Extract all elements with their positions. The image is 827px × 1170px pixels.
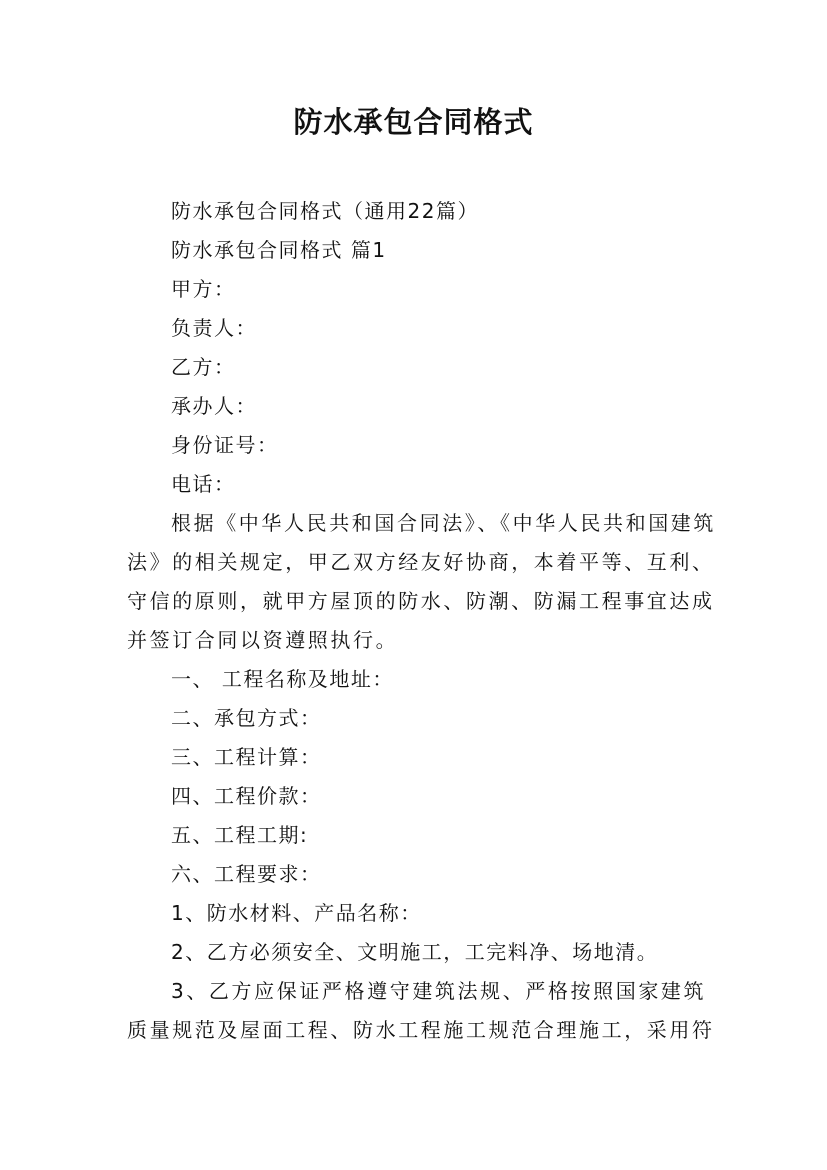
paragraph-item-1: 一、 工程名称及地址： bbox=[171, 667, 394, 691]
paragraph-item-2: 二、承包方式： bbox=[171, 706, 322, 730]
paragraph-requirement-1: 1、防水材料、产品名称： bbox=[171, 901, 422, 925]
paragraph-requirement-3: 3、乙方应保证严格遵守建筑法规、严格按照国家建筑质量规范及屋面工程、防水工程施工规范合理施工，采用符 bbox=[127, 979, 715, 1042]
paragraph-subtitle: 防水承包合同格式（通用22篇） bbox=[171, 199, 479, 223]
paragraph-handler: 承办人： bbox=[171, 394, 257, 418]
document-body bbox=[127, 192, 717, 1050]
paragraph-section-heading: 防水承包合同格式 篇1 bbox=[171, 238, 387, 262]
paragraph-responsible-person: 负责人： bbox=[171, 316, 257, 340]
paragraph-item-5: 五、工程工期: bbox=[171, 823, 309, 847]
paragraph-id-number: 身份证号： bbox=[171, 433, 279, 457]
paragraph-preamble: 根据《中华人民共和国合同法》、《中华人民共和国建筑法》的相关规定，甲乙双方经友好协商，本着平等、互利、守信的原则，就甲方屋顶的防水、防潮、防漏工程事宜达成并签订合同以资遵照执行。 bbox=[127, 511, 716, 652]
paragraph-phone: 电话： bbox=[171, 472, 236, 496]
paragraph-party-b: 乙方： bbox=[171, 355, 236, 379]
paragraph-item-3: 三、工程计算： bbox=[171, 745, 322, 769]
paragraph-item-6: 六、工程要求： bbox=[171, 862, 322, 886]
document-title: 防水承包合同格式 bbox=[293, 105, 534, 139]
paragraph-requirement-2: 2、乙方必须安全、文明施工，工完料净、场地清。 bbox=[171, 940, 659, 964]
paragraph-party-a: 甲方： bbox=[171, 277, 236, 301]
paragraph-item-4: 四、工程价款： bbox=[171, 784, 322, 808]
